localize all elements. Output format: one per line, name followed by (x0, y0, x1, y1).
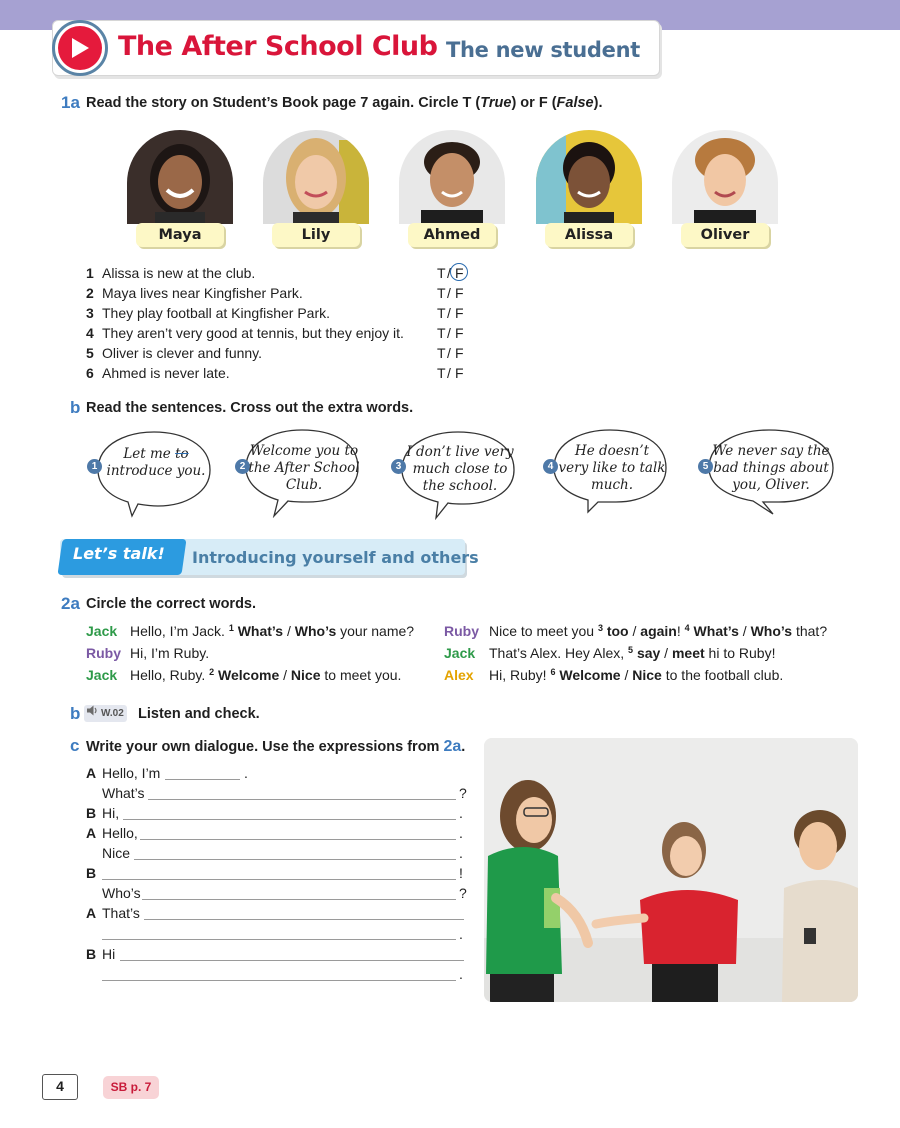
exercise-number-1b: b (70, 398, 81, 417)
true-option[interactable]: T (437, 265, 446, 281)
tf-item: 5 Oliver is clever and funny. T / F (86, 345, 464, 361)
speaker-icon (87, 705, 99, 722)
exercise-number-2c: c (70, 736, 80, 755)
name-tag-lily: Lily (272, 223, 360, 247)
exercise-1b-instruction: Read the sentences. Cross out the extra words. (86, 400, 414, 416)
word-option[interactable]: What’s (693, 623, 739, 639)
writing-blank[interactable] (165, 779, 240, 780)
character-ahmed (398, 130, 506, 248)
page-number: 4 (42, 1074, 78, 1100)
true-option[interactable]: T (437, 285, 446, 301)
false-option[interactable]: F (455, 345, 464, 361)
tf-item: 1 Alissa is new at the club. T / F (86, 265, 486, 285)
lets-talk-title: Introducing yourself and others (192, 548, 479, 567)
audio-track-button[interactable] (84, 705, 127, 722)
true-option[interactable]: T (437, 365, 446, 381)
portrait-lily (263, 130, 369, 224)
tf-item: 6 Ahmed is never late. T / F (86, 365, 464, 381)
word-option[interactable]: Welcome (559, 667, 621, 683)
page-title: The After School Club (118, 31, 438, 62)
word-option[interactable]: What’s (237, 623, 284, 639)
exercise-2a-instruction: Circle the correct words. (86, 596, 257, 612)
name-tag-alissa: Alissa (545, 223, 633, 247)
word-option[interactable]: say (636, 645, 661, 661)
name-tag-maya: Maya (136, 223, 224, 247)
character-oliver (671, 130, 779, 248)
name-tag-ahmed: Ahmed (408, 223, 496, 247)
speaker-jack: Jack (86, 623, 118, 639)
exercise-number-2a: 2a (61, 594, 80, 613)
portrait-ahmed (399, 130, 505, 224)
false-option[interactable]: F (455, 325, 464, 341)
exercise-number-2b: b (70, 704, 81, 723)
name-tag-oliver: Oliver (681, 223, 769, 247)
false-option[interactable]: F (455, 265, 464, 281)
exercise-2b-instruction: Listen and check. (138, 706, 260, 722)
portrait-alissa (536, 130, 642, 224)
writing-blank[interactable] (142, 899, 456, 900)
word-option[interactable]: Nice (632, 667, 662, 683)
word-option[interactable]: Welcome (218, 667, 280, 683)
true-option[interactable]: T (437, 345, 446, 361)
word-option[interactable]: Who’s (750, 623, 793, 639)
true-option[interactable]: T (437, 305, 446, 321)
page-subtitle: The new student (446, 38, 640, 62)
speaker-alex: Alex (444, 667, 474, 683)
false-option[interactable]: F (455, 305, 464, 321)
true-option[interactable]: T (437, 325, 446, 341)
writing-blank[interactable] (102, 939, 456, 940)
speaker-jack: Jack (444, 645, 476, 661)
word-option[interactable]: Who’s (294, 623, 337, 639)
writing-blank[interactable] (144, 919, 464, 920)
students-photo (484, 738, 858, 1002)
portrait-maya (127, 130, 233, 224)
word-option[interactable]: again (640, 623, 677, 639)
false-option[interactable]: F (455, 365, 464, 381)
tf-item: 2 Maya lives near Kingfisher Park. T / F (86, 285, 464, 301)
exercise-1a-instruction: Read the story on Student’s Book page 7 again. Circle T (True) or F (False). (86, 95, 603, 111)
speaker-jack: Jack (86, 667, 118, 683)
audio-track-code: W.02 (101, 708, 124, 719)
speaker-ruby: Ruby (444, 623, 479, 639)
writing-blank[interactable] (123, 819, 456, 820)
character-maya (126, 130, 234, 248)
character-lily (262, 130, 370, 248)
speaker-ruby: Ruby (86, 645, 121, 661)
character-alissa (535, 130, 643, 248)
false-option[interactable]: F (455, 285, 464, 301)
word-option[interactable]: Nice (290, 667, 321, 683)
play-icon[interactable] (52, 20, 108, 76)
exercise-number-1a: 1a (61, 93, 80, 112)
writing-blank[interactable] (148, 799, 456, 800)
exercise-2c-instruction: Write your own dialogue. Use the expressions from 2a. (86, 738, 466, 755)
word-option[interactable]: meet (671, 645, 705, 661)
students-book-reference[interactable]: SB p. 7 (103, 1076, 159, 1099)
writing-blank[interactable] (102, 980, 456, 981)
word-option[interactable]: too (606, 623, 629, 639)
portrait-oliver (672, 130, 778, 224)
writing-blank[interactable] (120, 960, 464, 961)
writing-blank[interactable] (140, 839, 456, 840)
tf-item: 4 They aren’t very good at tennis, but they enjoy it. T / F (86, 325, 464, 341)
answer-circle (450, 263, 468, 281)
tf-item: 3 They play football at Kingfisher Park. T / F (86, 305, 464, 321)
lets-talk-label: Let’s talk! (73, 544, 165, 563)
writing-blank[interactable] (102, 879, 456, 880)
crossed-word: to (175, 446, 189, 462)
writing-blank[interactable] (134, 859, 456, 860)
